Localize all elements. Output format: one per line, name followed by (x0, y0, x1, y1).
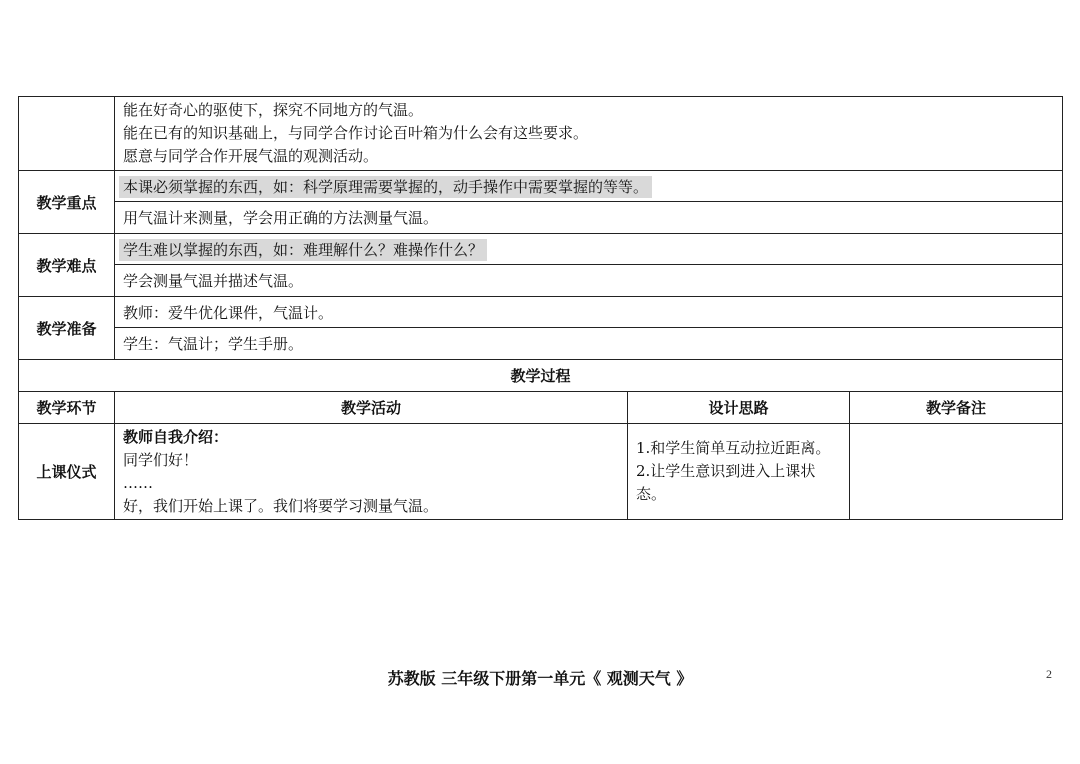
preparation-label: 教学准备 (19, 297, 115, 360)
activity-line: 好，我们开始上课了。我们将要学习测量气温。 (123, 496, 439, 515)
objective-line: 能在已有的知识基础上，与同学合作讨论百叶箱为什么会有这些要求。 (123, 124, 589, 142)
page-footer-title: 苏教版 三年级下册第一单元《 观测天气 》 (387, 669, 693, 688)
column-header-stage: 教学环节 (19, 392, 115, 424)
process-notes (850, 424, 1063, 520)
key-points-label: 教学重点 (19, 171, 115, 234)
difficulties-label: 教学难点 (19, 234, 115, 297)
activity-line: …… (123, 473, 153, 492)
process-activity (115, 424, 628, 520)
key-points-content: 用气温计来测量，学会用正确的方法测量气温。 (115, 202, 1063, 234)
column-header-design: 设计思路 (628, 392, 850, 424)
process-design: 1.和学生简单互动拉近距离。2.让学生意识到进入上课状态。 (628, 424, 850, 520)
process-row (19, 424, 1063, 520)
key-points-hint-cell (115, 171, 1063, 202)
process-stage: 上课仪式 (19, 424, 115, 520)
process-title-row (19, 360, 1063, 392)
objective-line: 愿意与同学合作开展气温的观测活动。 (123, 147, 379, 165)
key-points-hint: 本课必须掌握的东西，如：科学原理需要掌握的，动手操作中需要掌握的等等。 (119, 176, 652, 198)
objectives-content (115, 97, 1063, 171)
objective-line: 能在好奇心的驱使下，探究不同地方的气温。 (123, 101, 424, 119)
preparation-student: 学生：气温计；学生手册。 (115, 328, 1063, 360)
lesson-plan-table (18, 96, 1063, 520)
difficulties-content: 学会测量气温并描述气温。 (115, 265, 1063, 297)
process-title: 教学过程 (19, 360, 1063, 392)
preparation-row (19, 297, 1063, 328)
objectives-row (19, 97, 1063, 171)
activity-title: 教师自我介绍： (123, 427, 229, 446)
process-header-row (19, 392, 1063, 424)
objectives-label-cell (19, 97, 115, 171)
difficulties-hint: 学生难以掌握的东西，如：难理解什么？难操作什么？ (119, 239, 487, 261)
activity-line: 同学们好！ (123, 450, 199, 469)
difficulties-hint-cell (115, 234, 1063, 265)
preparation-teacher: 教师：爱牛优化课件，气温计。 (115, 297, 1063, 328)
key-points-row (19, 171, 1063, 202)
difficulties-row (19, 234, 1063, 265)
column-header-notes: 教学备注 (850, 392, 1063, 424)
page-number: 2 (1046, 667, 1052, 681)
column-header-activity: 教学活动 (115, 392, 628, 424)
